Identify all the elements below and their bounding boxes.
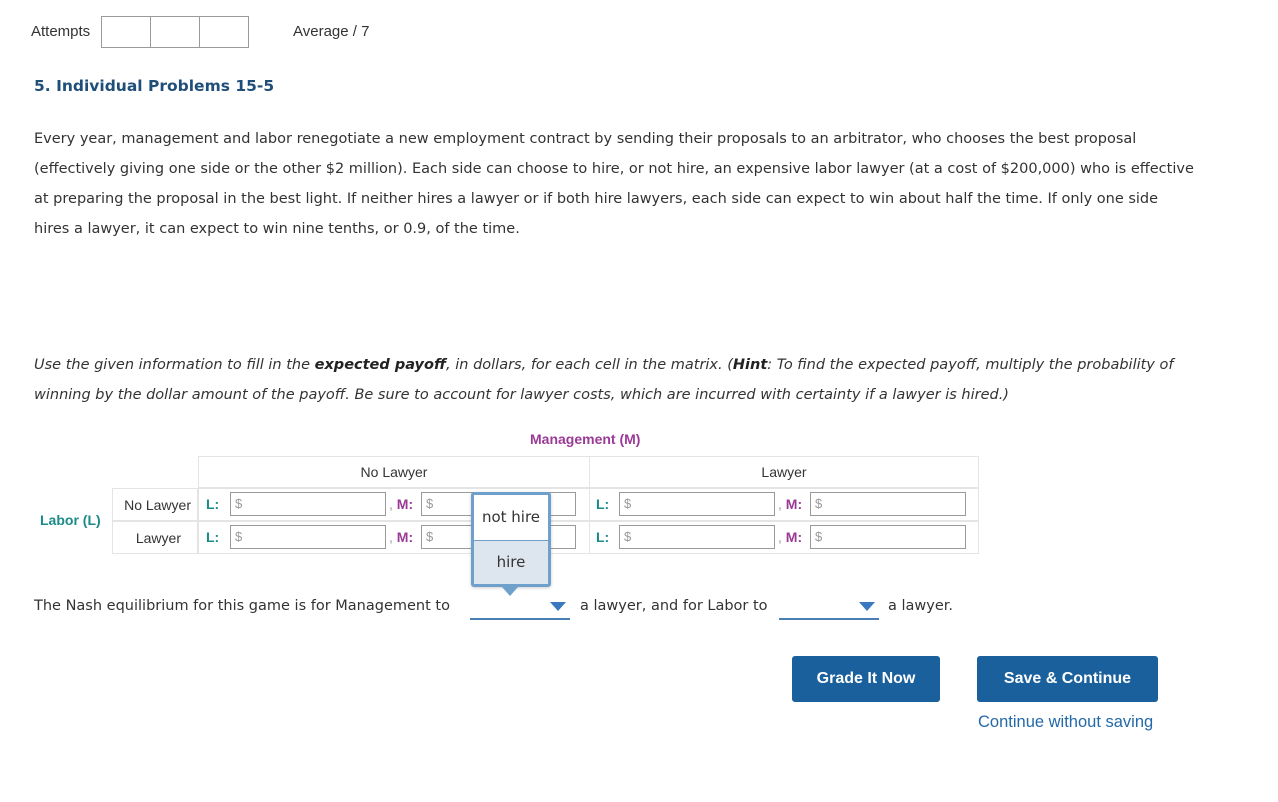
labor-payoff-input[interactable]: $ — [619, 525, 775, 549]
nash-text-1: The Nash equilibrium for this game is for Management to — [34, 598, 450, 614]
management-payoff-label — [389, 496, 413, 512]
attempt-box — [101, 16, 151, 48]
instructions-part: Use the given information to fill in the — [34, 357, 315, 373]
instructions-part: : To find the expected payoff, multiply the probability of winning by the dollar amount of the payoff. Be sure to account for lawyer costs, which are incurred with certainty if a lawyer is hired.) — [34, 357, 1174, 403]
management-select[interactable] — [470, 600, 570, 620]
attempt-box — [199, 16, 249, 48]
labor-payoff-input[interactable]: $ — [230, 492, 386, 516]
instructions-part: , in dollars, for each cell in the matrix. ( — [446, 357, 733, 373]
labor-label: Labor (L) — [40, 512, 101, 528]
labor-select[interactable] — [779, 600, 879, 620]
instructions — [34, 350, 1204, 410]
chevron-down-icon — [550, 602, 566, 611]
labor-payoff-input[interactable]: $ — [619, 492, 775, 516]
management-payoff-input[interactable]: $ — [810, 492, 966, 516]
nash-text-3: a lawyer. — [888, 598, 954, 614]
management-label-text: M: — [396, 529, 414, 545]
continue-without-saving-link[interactable]: Continue without saving — [978, 713, 1154, 731]
management-label-text: M: — [785, 529, 803, 545]
dropdown-option-hire[interactable]: hire — [474, 541, 548, 584]
labor-payoff-input[interactable]: $ — [230, 525, 386, 549]
instructions-bold: expected payoff — [314, 357, 447, 373]
problem-title: 5. Individual Problems 15-5 — [34, 77, 275, 95]
comma: , — [389, 529, 393, 545]
average-value: / 7 — [352, 23, 370, 40]
col-header-lawyer: Lawyer — [589, 456, 979, 488]
dropdown-popup — [471, 492, 551, 587]
dropdown-option-not-hire[interactable]: not hire — [474, 495, 548, 541]
average-label: Average — [293, 23, 349, 40]
nash-text-2: a lawyer, and for Labor to — [580, 598, 768, 614]
popup-pointer-icon — [502, 587, 518, 596]
labor-payoff-label: L: — [206, 529, 220, 545]
comma: , — [778, 529, 782, 545]
management-payoff-label — [778, 496, 802, 512]
management-label-text: M: — [785, 496, 803, 512]
problem-text: Every year, management and labor renegotiate a new employment contract by sending their proposals to an arbitrator, who chooses the best proposal (effectively giving one side or the other $2 million). Each side can choose to hire, or not hire, an expensive labor lawyer (at a cost of $200,000) who is effective at preparing the proposal in the best light. If neither hires a lawyer or if both hire lawyers, each side can expect to win about half the time. If only one side hires a lawyer, it can expect to win nine tenths, or 0.9, of the time. — [34, 131, 1194, 237]
management-payoff-input[interactable]: $ — [421, 492, 576, 516]
management-label: Management (M) — [530, 431, 641, 447]
labor-payoff-label: L: — [206, 496, 220, 512]
labor-payoff-label: L: — [596, 529, 610, 545]
labor-payoff-label: L: — [596, 496, 610, 512]
management-payoff-input[interactable]: $ — [421, 525, 576, 549]
comma: , — [778, 496, 782, 512]
management-label-text: M: — [396, 496, 414, 512]
chevron-down-icon — [859, 602, 875, 611]
comma: , — [389, 496, 393, 512]
save-continue-button[interactable]: Save & Continue — [977, 656, 1158, 702]
average-score — [293, 23, 369, 40]
management-payoff-input[interactable]: $ — [810, 525, 966, 549]
management-payoff-label — [778, 529, 802, 545]
management-payoff-label — [389, 529, 413, 545]
attempt-boxes — [101, 16, 248, 48]
grade-it-now-button[interactable]: Grade It Now — [792, 656, 940, 702]
attempts-label: Attempts — [31, 23, 91, 40]
instructions-bold: Hint — [732, 357, 768, 373]
col-header-no-lawyer: No Lawyer — [198, 456, 590, 488]
row-header-no-lawyer: No Lawyer — [112, 488, 198, 521]
attempt-box — [150, 16, 200, 48]
row-header-lawyer: Lawyer — [112, 521, 198, 554]
